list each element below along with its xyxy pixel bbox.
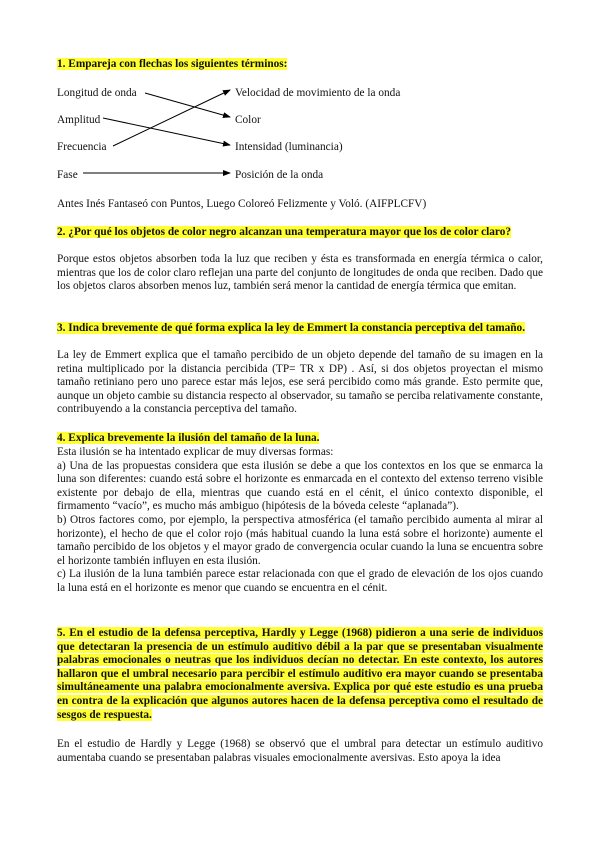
- answer-paragraph: b) Otros factores como, por ejemplo, la perspectiva atmosférica (el tamaño percibido aumenta al mirar al horizonte), el hecho de que el color rojo (más habitual cuando la luna está sobre el horizonte) aumente el tamaño percibido de los objetos y el mayor grado de convergencia ocular cuando la luna se encuentra sobre el horizonte también influyen en esta ilusión.: [57, 513, 543, 567]
- left-term-1: Longitud de onda: [57, 87, 137, 99]
- question-2-title: 2. ¿Por qué los objetos de color negro alcanzan una temperatura mayor que los de color claro?: [57, 226, 512, 238]
- left-term-3: Frecuencia: [57, 141, 107, 153]
- right-term-1: Velocidad de movimiento de la onda: [235, 87, 401, 99]
- mnemonic: Antes Inés Fantaseó con Puntos, Luego Coloreó Felizmente y Voló. (AIFPLCFV): [57, 198, 427, 210]
- left-term-2: Amplitud: [57, 114, 101, 126]
- question-1-title: 1. Empareja con flechas los siguientes términos:: [57, 58, 288, 70]
- matching-arrows: [0, 0, 599, 200]
- arrow-frecuencia-to-velocidad: [113, 90, 230, 146]
- right-term-4: Posición de la onda: [235, 169, 324, 181]
- answer-paragraph: c) La ilusión de la luna también parece estar relacionada con que el grado de elevación de los ojos cuando la luna está en el horizonte es menor que cuando se encuentra en el cénit.: [57, 568, 543, 594]
- question-5-answer: En el estudio de Hardly y Legge (1968) se observó que el umbral para detectar un estímulo auditivo aumentaba cuando se presentaban palabras visuales emocionalmente aversivas. Esto apoya la idea: [57, 738, 543, 764]
- question-4-answer: [57, 446, 543, 596]
- left-term-4: Fase: [57, 169, 78, 181]
- arrow-amplitud-to-intensidad: [103, 118, 230, 145]
- question-5-title: 5. En el estudio de la defensa perceptiva, Hardly y Legge (1968) pidieron a una serie de individuos que detectaran la presencia de un estímulo auditivo débil a la par que se presentaban visualmente palabras emocionales o neutras que los individuos decían no detectar. En este contexto, los autores hallaron que el umbral necesario para percibir el estímulo auditivo era mayor cuando se presentaba simultáneamente una palabra emocionalmente aversiva. Explica por qué este estudio es una prueba en contra de la explicación que algunos autores hacen de la defensa perceptiva como el resultado de sesgos de respuesta.: [57, 627, 543, 721]
- question-2-answer: Porque estos objetos absorben toda la luz que reciben y ésta es transformada en energía térmica o calor, mientras que los de color claro reflejan una parte del conjunto de longitudes de onda que reciben. Dado que los objetos claros absorben menos luz, también será menor la cantidad de energía térmica que emitan.: [57, 253, 543, 293]
- question-3-title: 3. Indica brevemente de qué forma explica la ley de Emmert la constancia perceptiva del tamaño.: [57, 322, 526, 334]
- answer-paragraph: a) Una de las propuestas considera que esta ilusión se debe a que los contextos en los que se enmarca la luna son diferentes: cuando está sobre el horizonte es enmarcada en el contexto del extenso terreno visible existente por debajo de ella, mientras que cuando está en el cénit, el único contexto disponible, el firmamento “vacío”, es mucho más ambiguo (hipótesis de la bóveda celeste “aplanada”).: [57, 459, 543, 513]
- question-3-answer: La ley de Emmert explica que el tamaño percibido de un objeto depende del tamaño de su imagen en la retina multiplicado por la distancia percibida (TP= TR x DP) . Así, si dos objetos proyectan el mismo tamaño retiniano pero uno parece estar más lejos, ese será percibido como más grande. Esto permite que, aunque un objeto cambie su distancia respecto al observador, su tamaño se perciba relativamente constante, contribuyendo a la constancia perceptiva del tamaño.: [57, 349, 543, 416]
- question-4-title: 4. Explica brevemente la ilusión del tamaño de la luna.: [57, 432, 320, 444]
- right-term-3: Intensidad (luminancia): [235, 141, 343, 153]
- answer-paragraph: Esta ilusión se ha intentado explicar de muy diversas formas:: [57, 446, 334, 458]
- right-term-2: Color: [235, 114, 261, 126]
